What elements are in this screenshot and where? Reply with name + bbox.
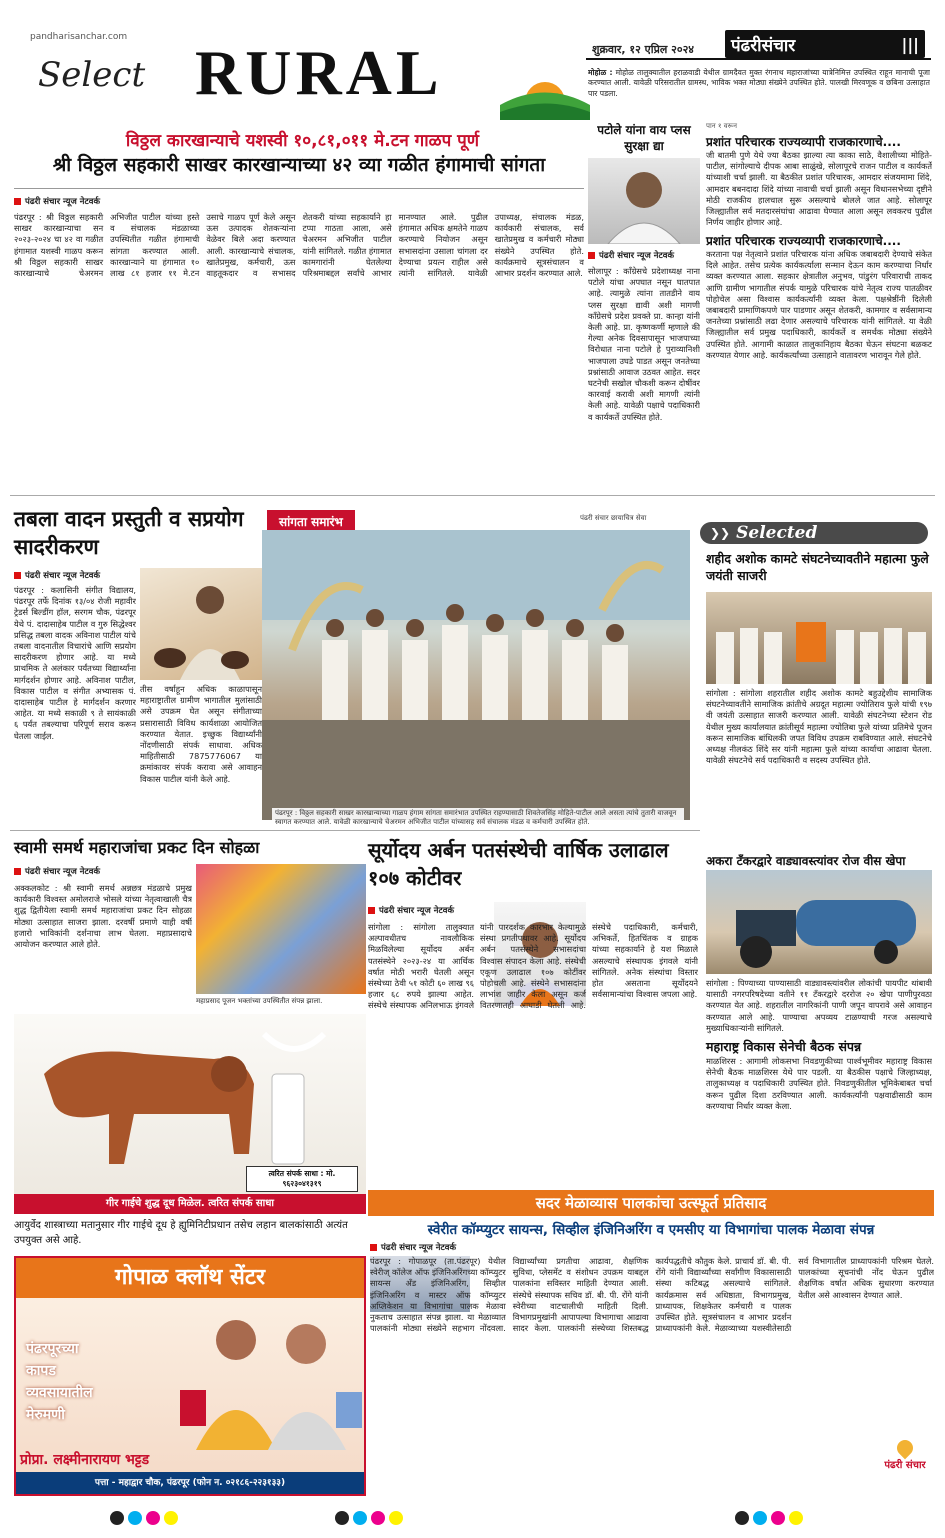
story6-caption: महाप्रसाद पूजन भक्तांच्या उपस्थितीत संपन्न झाला. [196,997,323,1005]
story4-body2: तीस वर्षाहून अधिक काळापासून महाराष्ट्रातील ग्रामीण भागातील मुलांसाठी असे उपक्रम घेत असून संगीताच्या प्रसारासाठी विविध कार्यशाळा आयोजित करण्यात येतात. इच्छुक विद्यार्थ्यांनी नोंदणीसाठी संपर्क साधावा. अधिक माहितीसाठी 7875776067 या क्रमांकावर संपर्क करावा असे आवाहन विकास पाटील यांनी केले आहे. [140,684,262,784]
photo-feature-tag: सांगता समारंभ [267,510,355,533]
story1-headline: श्री विठ्ठल सहकारी साखर कारखान्याच्या ४२ व्या गळीत हंगामाची सांगता [52,154,546,176]
chevron-right-icon: ❯❯ [710,526,731,540]
milk-contact[interactable]: त्वरित संपर्क साधा : मो. ९६२३०४१३१९ [246,1166,358,1192]
story9-headline: महाराष्ट्र विकास सेनेची बैठक संपन्न [706,1039,862,1054]
story10-headline: स्वेरीत कॉम्प्युटर सायन्स, सिव्हील इंजिनिअरिंग व एमसीए या विभागांचा पालक मेळावा संपन्न [427,1222,875,1238]
story1-byline: पंढरी संचार न्यूज नेटवर्क [14,196,100,207]
milk-note: आयुर्वेद शास्त्राच्या मतानुसार गीर गाईचे दूध हे ह्युमिनिटीप्रधान तसेच लहान बालकांसाठी अत्यंत उपयुक्त असे आहे. [14,1220,348,1246]
story10-body: पंढरपूर : गोपाळपूर (ता.पंढरपूर) येथील स्वेरीज् कॉलेज ऑफ इंजिनिअरिंगच्या कॉम्प्युटर सायन्स अँड इंजिनिअरिंग, सिव्हील इंजिनिअरिंग व मास्टर ऑफ कॉम्प्युटर अप्लिकेशन या विभागांचा पालक मेळावा नुकताच उत्साहात संपन्न झाला. या मेळाव्यात पालकांनी मोठ्या संख्येने सहभाग नोंदवला. विद्यार्थ्यांच्या प्रगतीचा आढावा, शैक्षणिक सुविधा, प्लेसमेंट व संशोधन उपक्रम याबद्दल पालकांना सविस्तर माहिती देण्यात आली. संस्थेचे संस्थापक सचिव डॉ. बी. पी. रोंगे यांनी स्वेरीच्या वाटचालीची माहिती दिली. विभागप्रमुखांनी आपापल्या विभागाचा आढावा सादर केला. पालकांनी संस्थेच्या शिस्तबद्ध कार्यपद्धतीचे कौतुक केले. प्राचार्य डॉ. बी. पी. रोंगे यांनी विद्यार्थ्यांच्या सर्वांगीण विकासासाठी संस्था कटिबद्ध असल्याचे सांगितले. कार्यक्रमास सर्व अधिष्ठाता, विभागप्रमुख, प्राध्यापक, शिक्षकेतर कर्मचारी व पालक उपस्थित होते. सूत्रसंचालन व आभार प्रदर्शन प्राध्यापकांनी केले. मेळाव्याच्या यशस्वीतेसाठी सर्व विभागातील प्राध्यापकांनी परिश्रम घेतले. पालकांच्या सूचनांची नोंद घेऊन पुढील शैक्षणिक वर्षात अधिक सुधारणा करण्यात येतील असे आश्वासन देण्यात आले. [370,1256,934,1334]
story7-body: सांगोला : सांगोला तालुक्यात अल्पावधीतच नावलौकिक मिळविलेल्या सूर्योदय अर्बन पतसंस्थेने २०२३-२४ या आर्थिक वर्षात मोठी भरारी घेतली असून संस्थेच्या ठेवी ५१ कोटी ६० लाख ९६ हजार ६८ रुपये झाल्या आहेत. संस्थेचे संस्थापक अनिलभाऊ इंगवले यांनी पारदर्शक कारभार केल्यामुळे संस्था प्रगतीपथावर आहे. सूर्योदय अर्बन पतसंस्थेने सभासदांचा विश्वास संपादन केला आहे. संस्थेची एकूण उलाढाल १०७ कोटींवर पोहोचली आहे. संस्थेने सभासदांना लाभांश जाहीर केला असून कर्ज वितरणातही आघाडी घेतली आहे. संस्थेचे पदाधिकारी, कर्मचारी, अभिकर्ते, हितचिंतक व ग्राहक यांच्या सहकार्याने हे यश मिळाले असल्याचे संस्थापक इंगवले यांनी सांगितले. अनेक संस्थांचा विस्तार होत असताना सूर्योदयने सर्वसामान्यांचा विश्वास जपला आहे. [368,922,698,1011]
shoppers-image [176,1300,366,1450]
story6-byline: पंढरी संचार न्यूज नेटवर्क [14,866,100,877]
story10-banner: सदर मेळाव्यास पालकांचा उत्स्फूर्त प्रतिसाद [368,1190,934,1216]
story8-body: सांगोला : पिण्याच्या पाण्यासाठी वाड्यावस्त्यांवरील लोकांची पायपीट थांबावी यासाठी नगरपरिषदेच्या वतीने ११ टँकरद्वारे दररोज २० खेपा पाणीपुरवठा करण्यात येत आहे. शहरातील नागरिकांनी पाणी जपून वापरावे असे आवाहन करण्यात आले आहे. पाण्याचा अपव्यय टाळण्याची गरज असल्याचे मुख्याधिकाऱ्यांनी सांगितले. [706,978,932,1033]
devotees-photo [196,864,366,994]
milk-ad [14,1014,366,1214]
masthead-date: शुक्रवार, १२ एप्रिल २०२४ [592,43,695,56]
story3-headline2: प्रशांत परिचारक राज्यव्यापी राजकारणाचे.... [706,234,901,248]
phule-jayanti-photo [706,592,932,684]
photo-feature-caption: पंढरपूर : विठ्ठल सहकारी साखर कारखान्याच्या गाळप हंगाम सांगता समारंभात उपस्थित राहण्यासाठी शिवतेजसिंह मोहिते-पाटील आले असता त्यांचे तुतारी वाजवून स्वागत करण्यात आले. यावेळी कारखान्याचे चेअरमन अभिजीत पाटील यांच्यासह सर्व संचालक मंडळ व कर्मचारी उपस्थित होते. [272,808,684,830]
story6-headline: स्वामी समर्थ महाराजांचा प्रकट दिन सोहळा [14,838,260,857]
photo-feature-credit: पंढरी संचार छायाचित्र सेवा [580,514,647,522]
story4-byline: पंढरी संचार न्यूज नेटवर्क [14,570,100,581]
story9-body: माळशिरस : आगामी लोकसभा निवडणुकीच्या पार्श्वभूमीवर महाराष्ट्र विकास सेनेची बैठक माळशिरस येथे पार पडली. या बैठकीस पक्षाचे जिल्हाध्यक्ष, तालुकाध्यक्ष व पदाधिकारी उपस्थित होते. निवडणुकीतील भूमिकेबाबत चर्चा करून पुढील दिशा ठरविण्यात आली. कार्यकर्त्यांनी पक्षवाढीसाठी काम करण्याचा निर्धार व्यक्त केला. [706,1056,932,1111]
story1-body: पंढरपूर : श्री विठ्ठल सहकारी साखर कारखान्याचा सन २०२३-२०२४ चा ४२ वा गळीत हंगामात यशस्वी गाळप करून श्री विठ्ठल सहकारी साखर कारखान्याचे चेअरमन अभिजीत पाटील यांच्या हस्ते व संचालक मंडळाच्या उपस्थितीत गळीत हंगामाची सांगता करण्यात आली. कारखान्याने या हंगामात १० लाख ८१ हजार ११ मे.टन उसाचे गाळप पूर्ण केले असून ऊस उत्पादक शेतकऱ्यांना वेळेवर बिले अदा करण्यात आली. कारखान्याचे संचालक, खातेप्रमुख, कर्मचारी, ऊस वाहतूकदार व सभासद शेतकरी यांच्या सहकार्याने हा टप्पा गाठता आला, असे चेअरमन अभिजीत पाटील यांनी सांगितले. गळीत हंगामात कामगारांनी घेतलेल्या परिश्रमाबद्दल सर्वांचे आभार मानण्यात आले. पुढील हंगामात अधिक क्षमतेने गाळप करण्याचे नियोजन असून सभासदांना उसाला चांगला दर देण्याचा प्रयत्न राहील असे त्यांनी सांगितले. यावेळी उपाध्यक्ष, संचालक मंडळ, कार्यकारी संचालक, सर्व खातेप्रमुख व कर्मचारी मोठ्या संख्येने उपस्थित होते. कार्यक्रमाचे सूत्रसंचालन व आभार प्रदर्शन करण्यात आले. [14,212,584,279]
story7-headline: सूर्योदय अर्बन पतसंस्थेची वार्षिक उलाढाल १०७ कोटीवर [368,838,669,890]
cloth-ad [14,1256,366,1496]
registration-dots-far [735,1510,807,1529]
story2-headline: पटोले यांना वाय प्लस सुरक्षा द्या [597,123,691,153]
story3-continued: पान १ वरून [706,122,737,130]
sunrise-logo [500,60,590,120]
cloth-title: गोपाळ क्लॉथ सेंटर [16,1258,364,1298]
bars-icon: ||| [901,34,919,54]
story3-body1: जी बातमी पुणे येथे ज्या बैठका झाल्या त्या काका साठे, वैशालीच्या मोहिते-पाटील, सांगोल्याचे दीपक आबा साळुंखे, सोलापूरचे राजन पाटील व कार्यकर्ते यांच्याशी चर्चा झाली. या बैठकीत प्रशांत परिचारक, आमदार संजयमामा शिंदे, आमदार बबनदादा शिंदे यांच्या नावाची चर्चा झाली असून विधानसभेच्या दृष्टीने मोठी राजकीय हालचाल सुरू असल्याचे बोलले जात आहे. सोलापूर जिल्ह्यातील सर्व मतदारसंघांचा आढावा घेण्यात आला असून लवकरच पुढील निर्णय जाहीर होणार आहे. [706,150,932,228]
footer-logo [880,1440,930,1496]
mohol-place: मोहोळ : [588,68,613,77]
story4-body: पंढरपूर : कलासिनी संगीत विद्यालय, पंढरपूर तर्फे दिनांक १३/०४ रोजी महावीर ट्रेडर्स बिल्डींग हॉल, सरगम चौक, पंढरपूर येथे पं. दादासाहेब पाटील व गुरु सिद्धेश्वर प्रसिद्ध तबला वादक अविनाश पाटील यांचे तबला वादनातील विचारांचे आणि सप्रयोग सादरीकरण होणार आहे. या मध्ये प्राथमिक ते अलंकार पर्यंतच्या विद्यार्थ्यांना मार्गदर्शन होणार आहे. अविनाश पाटील, विकास पाटील व संगीत अभ्यासक पं. दादासाहेब पाटील हे मार्गदर्शन करणार आहेत. या मध्ये सकाळी ९ ते सायंकाळी ६ पर्यंत तबल्याचा परिपूर्ण सराव करून घेतला जाईल. [14,585,136,741]
story8-headline: अकरा टँकरद्वारे वाड्यावस्त्यांवर रोज वीस खेपा [706,854,906,868]
milk-banner: गीर गाईचे शुद्ध दूध मिळेल. त्वरित संपर्क साधा [14,1194,366,1214]
footer-logo-text: पंढरी संचार [884,1460,926,1471]
paper-name: पंढरीसंचार [731,35,796,56]
mohol-text: मोहोळ तालुक्यातील हराळवाडी येथील ग्रामदैवत मुक्त रंगनाथ महाराजांच्या यात्रेनिमित्त उपस्थित राहून मानाची पूजा करण्यात आली. यावेळी परिसरातील ग्रामस्थ, भाविक भक्त मोठ्या संख्येने उपस्थित होते. पालखी मिरवणूक व छबिना उत्साहात पार पडला. [588,68,930,98]
select-script: Select [38,55,146,95]
selected-label: Selected [736,523,818,543]
selected-badge [700,522,928,544]
story6-body: अक्कलकोट : श्री स्वामी समर्थ अन्नछत्र मंडळाचे प्रमुख कार्यकारी विश्वस्त अमोलराजे भोसले यांच्या नेतृत्वाखाली चैत्र शुद्ध द्वितीयेला स्वामी समर्थ महाराजांचा प्रकट दिन सोहळा मोठ्या उत्साहात साजरा झाला. दरवर्षी प्रमाणे याही वर्षी हजारो भाविकांनी दर्शनाचा लाभ घेतला. महाप्रसादाचे आयोजन करण्यात आले होते. [14,883,192,950]
story2-body: सोलापूर : काँग्रेसचे प्रदेशाध्यक्ष नाना पटोले यांचा अपघात नसून घातपात आहे. त्यामुळे त्यांना तातडीने वाय प्लस सुरक्षा द्यावी अशी मागणी कॉंग्रेसचे प्रदेश प्रवक्ते प्रा. कान्हा यांनी केली आहे. प्रा. कृष्णकर्णी म्हणाले की गेल्या अनेक दिवसापासून भाजपाच्या विरोधात नाना पटोले हे पुराव्यानिशी भाजपाला उघडे पाडत असून जनतेच्या प्रश्नांसाठी आवाज उठवत आहेत. सदर घटनेची सखोल चौकशी करून दोषींवर कारवाई करावी अशी मागणी त्यांनी केली आहे. यावेळी पक्षाचे पदाधिकारी व कार्यकर्ते उपस्थित होते. [588,266,700,422]
story5-headline: शहीद अशोक कामटे संघटनेच्यावतीने महात्मा फुले जयंती साजरी [706,551,929,583]
location-pin-icon [894,1437,917,1460]
story4-headline: तबला वादन प्रस्तुती व सप्रयोग सादरीकरण [14,507,244,559]
registration-dots-left [110,1510,182,1529]
tabla-photo [140,568,262,680]
story7-byline: पंढरी संचार न्यूज नेटवर्क [368,905,454,916]
cloth-tagline: पंढरपूरच्या कापड व्यवसायातील मेरुमणी [26,1341,93,1423]
story10-byline: पंढरी संचार न्यूज नेटवर्क [370,1242,456,1253]
story2-byline: पंढरी संचार न्यूज नेटवर्क [588,250,674,261]
cloth-address[interactable]: पत्ता - महाद्वार चौक, पंढरपूर (फोन न. ०२१८६-२२३१३३) [16,1472,364,1494]
site-url[interactable]: pandharisanchar.com [30,32,128,42]
paper-logo [725,30,925,58]
mohol-brief [588,68,930,118]
procession-photo [262,530,690,820]
patole-photo [588,158,700,244]
cloth-owner: प्रोप्रा. लक्ष्मीनारायण भट्टड [20,1452,150,1468]
story5-body: सांगोला : सांगोला शहरातील शहीद अशोक कामटे बहुउद्देशीय सामाजिक संघटनेच्यावतीने सामाजिक क्रांतीचे अग्रदूत महात्मा ज्योतिराव फुले यांची १९७ वी जयंती उत्साहात साजरी करण्यात आली. यावेळी संघटनेच्या स्टेशन रोड येथील मुख्य कार्यालयात क्रांतीसूर्य महात्मा ज्योतिबा फुले यांच्या प्रतिमेचे पूजन करून सामाजिक बांधिलकी जपत विविध उपक्रम राबविण्यात आले. संघटनेचे अध्यक्ष नीलकंठ शिंदे सर यांनी महात्मा फुले यांच्या कार्याचा आढावा घेतला. यावेळी संघटनेचे सर्व पदाधिकारी व सदस्य उपस्थित होते. [706,688,932,766]
story3-body2: करताना पक्ष नेतृत्वाने प्रशांत परिचारक यांना अधिक जबाबदारी देण्याचे संकेत दिले आहेत. तसेच प्रत्येक कार्यकर्त्याला सन्मान देऊन काम करण्याचा निर्धार व्यक्त करण्यात आला. सहकार क्षेत्रातील अनुभव, पांडुरंग परिवाराची ताकद आणि ग्रामीण भागातील संपर्क यामुळे परिचारक यांचे नेतृत्व राज्य पातळीवर पोहोचेल असा विश्वास कार्यकर्त्यांनी व्यक्त केला. पक्षश्रेष्ठींनी दिलेली जबाबदारी प्रामाणिकपणे पार पाडणार असून शेतकरी, कामगार व सर्वसामान्य जनतेच्या प्रश्नांसाठी लढा देणार असल्याचे परिचारक यांनी सांगितले. या वेळी जिल्ह्यातील सर्व प्रमुख पदाधिकारी, कार्यकर्ते व समर्थक मोठ्या संख्येने उपस्थित होते. आगामी काळात तालुकानिहाय बैठका घेऊन संघटना बळकट करण्यात येणार आहे. कार्यकर्त्यांच्या उत्साहाने वातावरण भारावून गेले होते. [706,249,932,360]
story1-kicker: विठ्ठल कारखान्याचे यशस्वी १०,८१,०११ मे.टन गाळप पूर्ण [125,131,480,151]
story3-headline: प्रशांत परिचारक राज्यव्यापी राजकारणाचे.... [706,135,901,149]
rural-title: RURAL [195,37,443,108]
registration-dots-right [335,1510,407,1529]
tanker-photo [706,870,932,974]
